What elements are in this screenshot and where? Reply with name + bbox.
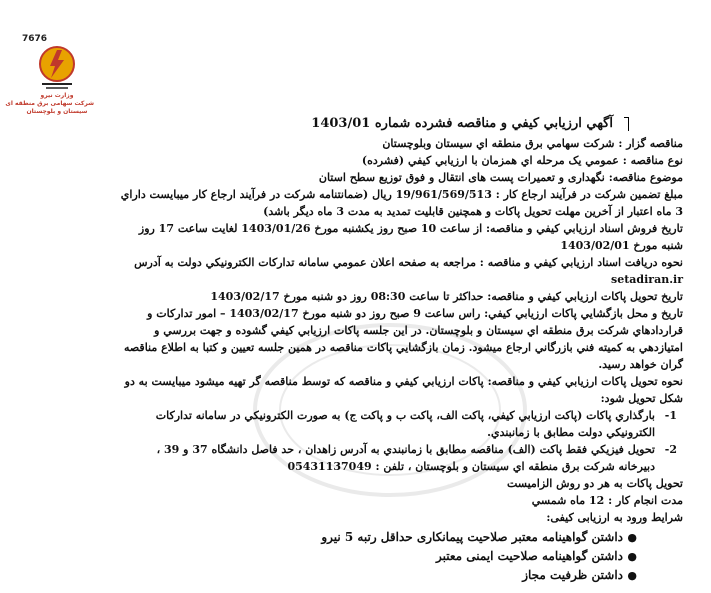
document-receipt-method: نحوه دريافت اسناد ارزيابي كيفي و مناقصه : مراجعه به صفحه اعلان عمومي سامانه تداركات الكترونيكي دولت به آدرس setadiran.ir bbox=[134, 256, 683, 286]
document-sale-date: تاريخ فروش اسناد ارزيابي كيفي و مناقصه: از ساعت 10 صبح روز يكشنبه مورخ 1403/01/26 لغايت ساعت 17 روز شنبه مورخ 1403/02/01 bbox=[138, 222, 683, 252]
numbered-item bbox=[118, 407, 683, 441]
tender-subject: موضوع مناقصه: نگهداری و تعمیرات پست های انتقال و فوق توزیع سطح استان bbox=[318, 171, 683, 184]
power-company-logo-icon bbox=[36, 44, 78, 92]
list-item bbox=[118, 547, 637, 566]
envelope-delivery-date: تاريخ تحويل پاكات ارزيابي كيفي و مناقصه: حداكثر تا ساعت 08:30 روز دو شنبه مورخ 1403/02/17 bbox=[210, 290, 683, 303]
list-item bbox=[118, 566, 637, 585]
envelope-opening-info: تاريخ و محل بازگشايي پاكات ارزيابي كيفي: راس ساعت 9 صبح روز دو شنبه مورخ 1403/02/17 – امور تداركات و قراردادهاي شركت برق منطقه اي سيستان و بلوچستان. در اين جلسه پاكات ارزيابي كيفي گشوده و جهت بررسي و امتيازدهي به كميته فني بازرگاني ارجاع ميشود. زمان بازگشايي پاكات مناقصه در همين جلسه تعيين و كتبا به اطلاع مناقصه گران خواهد رسيد. bbox=[124, 307, 683, 371]
item-text: بارگذاري پاكات (پاكت ارزيابي كيفي، پاكت الف، پاكت ب و پاكت ج) به صورت الكترونيكي در سامانه تداركات الكترونيكي دولت مطابق با زمانبندي. bbox=[155, 409, 655, 439]
logo-org-line: شرکت سهامی برق منطقه ای bbox=[5, 100, 94, 107]
item-number: 1- bbox=[664, 409, 677, 422]
logo-org-line: سیستان و بلوچستان bbox=[26, 108, 88, 115]
list-item-text: داشتن گواهینامه صلاحیت ایمنی معتبر bbox=[435, 549, 623, 563]
item-text: تحويل فيزيكي فقط پاكت (الف) مناقصه مطابق با زمانبندي به آدرس زاهدان ، حد فاصل دانشگاه 37 و 39 ، دبيرخانه شركت برق منطقه اي سيستان و بلوچستان ، تلفن : 05431137049 bbox=[156, 443, 655, 473]
title-bracket bbox=[624, 117, 629, 131]
company-logo bbox=[5, 44, 94, 116]
page-title: آگهي ارزيابي كيفي و مناقصه فشرده شماره 1403/01 bbox=[311, 116, 613, 131]
qualification-list bbox=[118, 528, 683, 585]
list-item-text: داشتن گواهینامه معتبر صلاحیت پیمانکاری حداقل رتبه 5 نیرو bbox=[321, 530, 623, 544]
numbered-item bbox=[118, 441, 683, 475]
list-item bbox=[118, 528, 637, 547]
qualification-conditions-heading: شرایط ورود به ارزیابی کیفی: bbox=[546, 511, 683, 524]
work-duration: مدت انجام كار : 12 ماه شمسي bbox=[531, 494, 683, 507]
delivery-requirement: تحويل پاكات به هر دو روش الزاميست bbox=[506, 477, 683, 490]
bullet-icon: ● bbox=[627, 531, 637, 544]
logo-org-line: وزارت نیرو bbox=[40, 92, 74, 99]
guarantee-amount: مبلغ تضمين شركت در فرآيند ارجاع كار : 19/961/569/513 ريال (ضمانتنامه شركت در فرآيند ارجاع كار ميبايست داراي 3 ماه اعتبار از آخرين مهلت تحويل پاكات و همچنين قابليت تمديد به مدت 3 ماه ديگر باشد) bbox=[120, 188, 683, 218]
envelope-delivery-method: نحوه تحويل پاكات ارزيابي كيفي و مناقصه: پاكات ارزيابي كيفي و مناقصه كه توسط مناقصه گر تهيه ميشود ميبايست به دو شكل تحويل شود: bbox=[124, 375, 683, 405]
list-item-text: داشتن ظرفیت مجاز bbox=[522, 568, 623, 582]
announcement-body bbox=[118, 135, 683, 585]
tender-issuer: مناقصه گزار : شركت سهامي برق منطقه اي سيستان وبلوچستان bbox=[382, 137, 683, 150]
bullet-icon: ● bbox=[627, 569, 637, 582]
logo-caption bbox=[5, 92, 94, 116]
bullet-icon: ● bbox=[627, 550, 637, 563]
tender-type: نوع مناقصه : عمومي يک مرحله اي همزمان با ارزيابي كيفي (فشرده) bbox=[361, 154, 683, 167]
item-number: 2- bbox=[664, 443, 677, 456]
document-id: 7676 bbox=[22, 34, 48, 44]
